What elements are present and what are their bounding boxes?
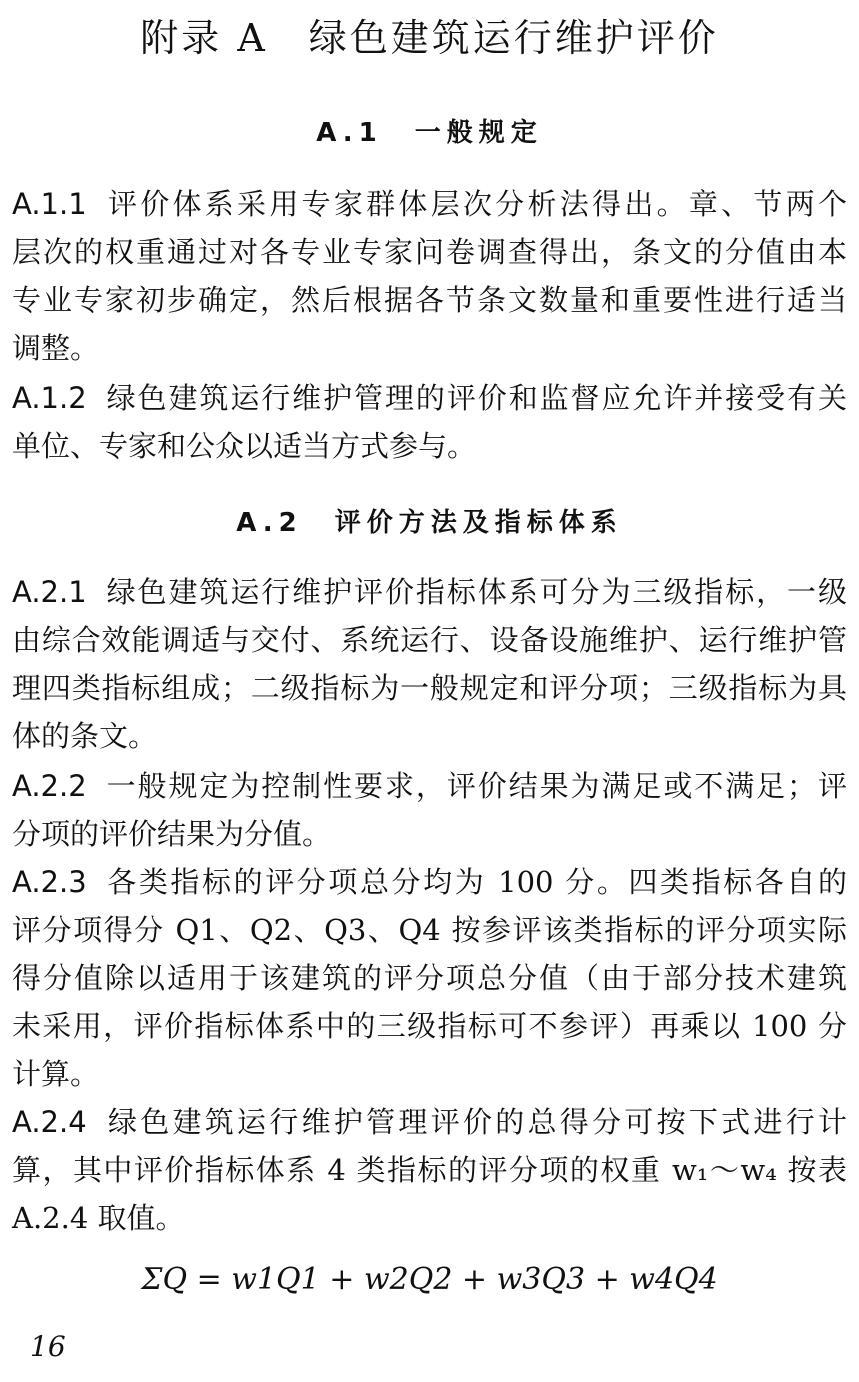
clause-text: 绿色建筑运行维护评价指标体系可分为三级指标，一级 [104, 575, 847, 609]
clause-text: 由综合效能调适与交付、系统运行、设备设施维护、运行维护管 [12, 623, 847, 657]
text-line [12, 228, 847, 276]
text-line [12, 568, 847, 616]
text-line [12, 180, 847, 228]
clause-number: A.2.4 [12, 1105, 87, 1139]
text-line [12, 1146, 847, 1194]
clause-text: 得分值除以适用于该建筑的评分项总分值（由于部分技术建筑 [12, 961, 847, 995]
clause-text: 未采用，评价指标体系中的三级指标可不参评）再乘以 100 分 [12, 1009, 847, 1043]
clause-text: 层次的权重通过对各专业专家问卷调查得出，条文的分值由本 [12, 235, 847, 269]
text-line [12, 1002, 847, 1050]
clause-text: 算，其中评价指标体系 4 类指标的评分项的权重 w₁～w₄ 按表 [12, 1153, 847, 1187]
clause-number: A.2.2 [12, 769, 87, 803]
clause-text: A.2.4 取值。 [12, 1201, 185, 1235]
clause-text: 计算。 [12, 1057, 100, 1091]
page-title: 附录 A 绿色建筑运行维护评价 [140, 16, 719, 60]
clause-text: 单位、专家和公众以适当方式参与。 [12, 429, 477, 463]
text-line [12, 712, 847, 760]
clause-number: A.2.1 [12, 575, 87, 609]
clause-text: 评价体系采用专家群体层次分析法得出。章、节两个 [104, 187, 847, 221]
text-line [12, 616, 847, 664]
section-heading: A.2 评价方法及指标体系 [236, 508, 623, 538]
section-heading: A.1 一般规定 [316, 118, 543, 148]
text-line [12, 664, 847, 712]
clause-text: 评分项得分 Q1、Q2、Q3、Q4 按参评该类指标的评分项实际 [12, 913, 847, 947]
clause-text: 专业专家初步确定，然后根据各节条文数量和重要性进行适当 [12, 283, 847, 317]
text-line [12, 422, 847, 470]
page-number: 16 [30, 1330, 66, 1363]
text-line [12, 762, 847, 810]
text-line [12, 374, 847, 422]
clause [12, 858, 847, 1098]
clause [12, 1098, 847, 1242]
clause-text: 绿色建筑运行维护管理的评价和监督应允许并接受有关 [104, 381, 847, 415]
clause [12, 180, 847, 372]
text-line [12, 906, 847, 954]
clause-text: 分项的评价结果为分值。 [12, 817, 332, 851]
text-line [12, 1050, 847, 1098]
clause-number: A.2.3 [12, 865, 87, 899]
text-line [12, 858, 847, 906]
clause [12, 374, 847, 470]
text-line [12, 954, 847, 1002]
text-line [12, 810, 847, 858]
text-line [12, 1194, 847, 1242]
clause-number: A.1.2 [12, 381, 87, 415]
clause-text: 一般规定为控制性要求，评价结果为满足或不满足；评 [104, 769, 847, 803]
clause-text: 理四类指标组成；二级指标为一般规定和评分项；三级指标为具 [12, 671, 847, 705]
clause-text: 调整。 [12, 331, 100, 365]
clause-text: 体的条文。 [12, 719, 158, 753]
clause [12, 568, 847, 760]
clause [12, 762, 847, 858]
text-line [12, 276, 847, 324]
clause-number: A.1.1 [12, 187, 87, 221]
text-line [12, 324, 847, 372]
clause-text: 各类指标的评分项总分均为 100 分。四类指标各自的 [104, 865, 847, 899]
formula: ΣQ = w1Q1 + w2Q2 + w3Q3 + w4Q4 [141, 1262, 718, 1297]
clause-text: 绿色建筑运行维护管理评价的总得分可按下式进行计 [104, 1105, 847, 1139]
text-line [12, 1098, 847, 1146]
